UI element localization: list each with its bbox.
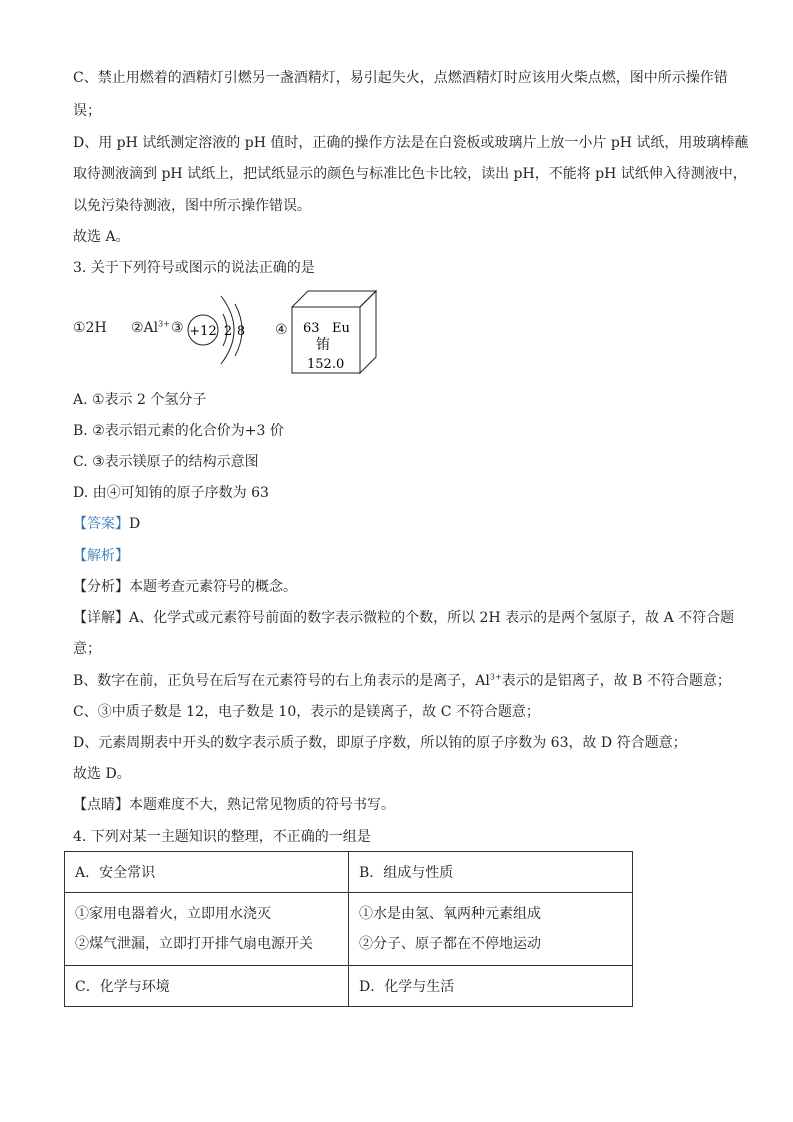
text-line: C、禁止用燃着的酒精灯引燃另一盏酒精灯，易引起失火，点燃酒精灯时应该用火柴点燃，图中所示操作错: [73, 70, 728, 86]
table-cell-line: ②煤气泄漏，立即打开排气扇电源开关: [75, 936, 313, 952]
symbol-al-ion: [131, 320, 170, 336]
analysis-label: 【解析】: [73, 548, 129, 564]
al-charge: 3+: [489, 672, 502, 682]
question-4: 4. 下列对某一主题知识的整理，不正确的一组是: [73, 829, 371, 845]
detail-line: 意；: [73, 641, 101, 657]
detail-line: D、元素周期表中开头的数字表示质子数，即原子序数，所以铕的原子序数为 63，故 D 符合题意；: [73, 735, 687, 751]
element-symbol: Eu: [332, 321, 350, 336]
shell-1-electrons: 2: [223, 324, 233, 339]
text-line: D、用 pH 试纸测定溶液的 pH 值时，正确的操作方法是在白瓷板或玻璃片上放一小片 pH 试纸，用玻璃棒蘸: [73, 135, 749, 151]
dianjing-text: 【点睛】本题难度不大，熟记常见物质的符号书写。: [73, 797, 395, 813]
detail-line: [73, 671, 731, 691]
option-d: D. 由④可知铕的原子序数为 63: [73, 485, 269, 501]
cube-side: [360, 291, 376, 373]
table-row: [65, 966, 633, 1007]
table-cell: [349, 893, 633, 966]
option-b: B. ②表示铝元素的化合价为+3 价: [73, 423, 284, 439]
table-cell-line: ①家用电器着火，立即用水浇灭: [75, 906, 271, 922]
table-cell: [65, 893, 349, 966]
text-line: 故选 A。: [73, 229, 130, 245]
detail-line: 故选 D。: [73, 766, 131, 782]
detail-line: 【详解】A、化学式或元素符号前面的数字表示微粒的个数，所以 2H 表示的是两个氢原子，故 A 不符合题: [73, 610, 735, 626]
table-cell: C．化学与环境: [65, 966, 349, 1007]
analysis-text: 【分析】本题考查元素符号的概念。: [73, 579, 297, 595]
text-line: 取待测液滴到 pH 试纸上，把试纸显示的颜色与标准比色卡比较，读出 pH，不能将 pH 试纸伸入待测液中，: [73, 166, 747, 182]
element-cell: [291, 290, 377, 374]
text-line: 误；: [73, 103, 101, 119]
symbol-2h: ①2H: [73, 320, 107, 336]
al-charge: 3+: [158, 319, 170, 329]
answer-line: [73, 514, 140, 534]
answer-value: D: [129, 516, 141, 532]
table-cell: D．化学与生活: [349, 966, 633, 1007]
table-cell: B．组成与性质: [349, 852, 633, 893]
item-3-label: ③: [171, 320, 184, 336]
item-4-label: ④: [275, 322, 288, 338]
answer-label: 【答案】: [73, 516, 129, 532]
detail-line: C、③中质子数是 12，电子数是 10，表示的是镁离子，故 C 不符合题意；: [73, 704, 540, 720]
detail-b-text: 表示的是铝离子，故 B 不符合题意；: [501, 673, 731, 689]
detail-b-text: B、数字在前，正负号在后写在元素符号的右上角表示的是离子，Al: [73, 673, 490, 689]
question-3: 3. 关于下列符号或图示的说法正确的是: [73, 260, 315, 276]
table-cell-line: ①水是由氢、氧两种元素组成: [359, 906, 541, 922]
table-cell-line: ②分子、原子都在不停地运动: [359, 936, 541, 952]
shell-2-electrons: 8: [236, 324, 246, 339]
option-c: C. ③表示镁原子的结构示意图: [73, 454, 259, 470]
element-name: 铕: [316, 337, 330, 353]
table-row: [65, 893, 633, 966]
knowledge-table: [64, 851, 633, 1007]
nucleus-charge: +12: [189, 324, 217, 339]
text-line: 以免污染待测液，图中所示操作错误。: [73, 198, 311, 214]
table-row: [65, 852, 633, 893]
atomic-mass: 152.0: [307, 357, 345, 372]
atomic-number: 63: [303, 321, 320, 336]
atom-structure-diagram: [185, 290, 255, 370]
option-a: A. ①表示 2 个氢分子: [73, 392, 207, 408]
cube-top: [292, 291, 376, 307]
al-symbol: ②Al: [131, 320, 159, 336]
table-cell: A．安全常识: [65, 852, 349, 893]
